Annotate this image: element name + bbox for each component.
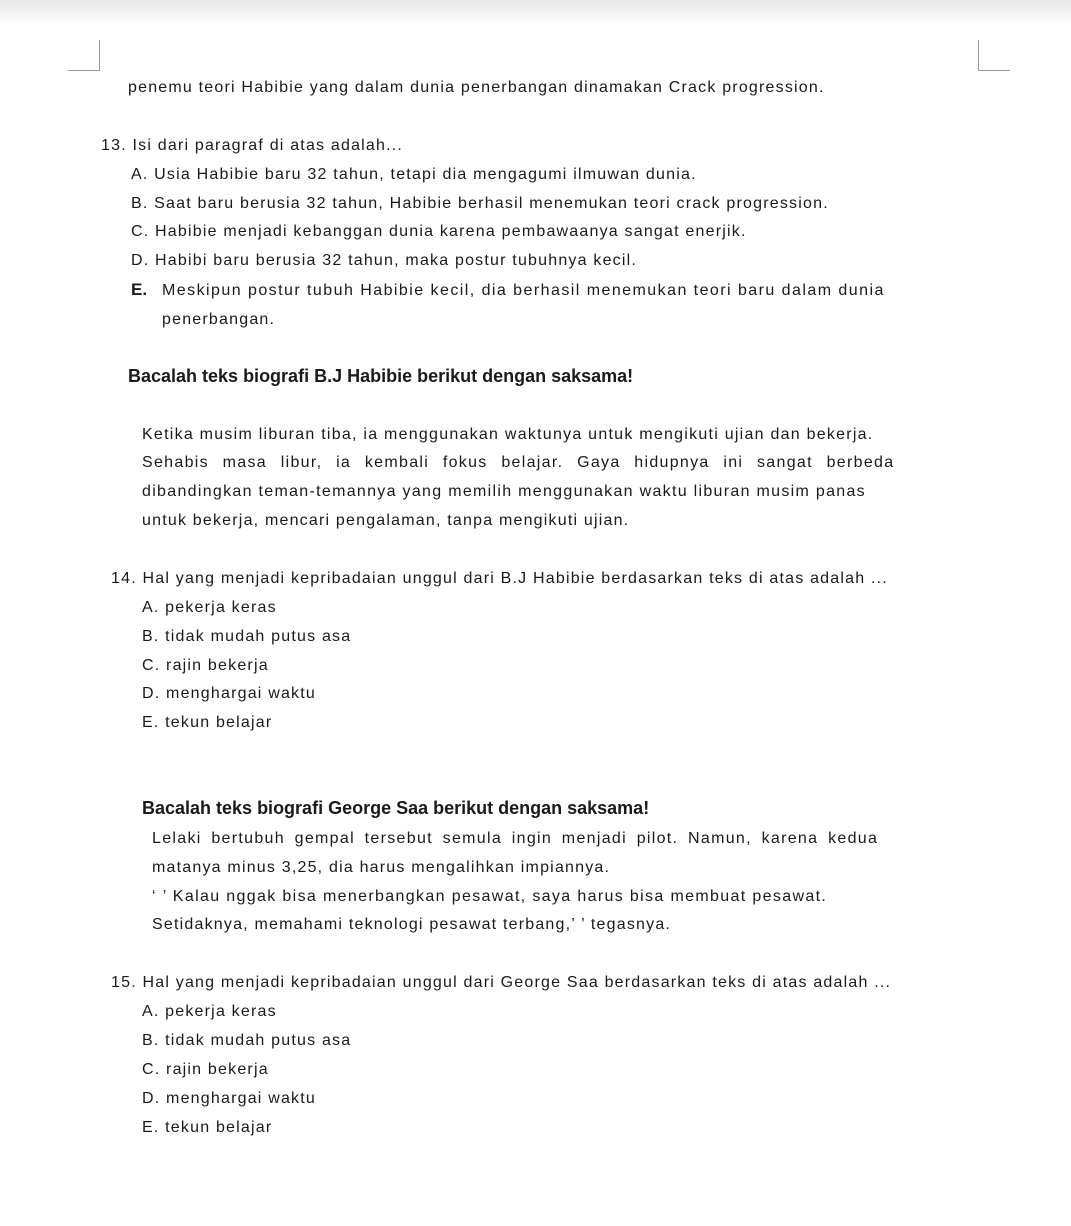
q15-option-d: D. menghargai waktu <box>142 1090 316 1107</box>
q13-option-b: B. Saat baru berusia 32 tahun, Habibie berhasil menemukan teori crack progression. <box>131 195 829 212</box>
passage2-line2: matanya minus 3,25, dia harus mengalihkan impiannya. <box>152 859 611 876</box>
passage2-line1: Lelaki bertubuh gempal tersebut semula ingin menjadi pilot. Namun, karena kedua <box>152 830 879 847</box>
window-top-shadow <box>0 0 1071 26</box>
passage1-line2: Sehabis masa libur, ia kembali fokus belajar. Gaya hidupnya ini sangat berbeda <box>142 454 895 471</box>
q14-option-d: D. menghargai waktu <box>142 685 316 702</box>
q15-option-c: C. rajin bekerja <box>142 1061 269 1078</box>
q15-option-b: B. tidak mudah putus asa <box>142 1032 352 1049</box>
passage1-line4: untuk bekerja, mencari pengalaman, tanpa mengikuti ujian. <box>142 512 630 529</box>
question-13: 13. Isi dari paragraf di atas adalah... <box>101 137 404 154</box>
heading-george-saa: Bacalah teks biografi George Saa berikut dengan saksama! <box>142 798 650 818</box>
page-corner-mark-right <box>978 40 1010 71</box>
q13-option-a: A. Usia Habibie baru 32 tahun, tetapi dia mengagumi ilmuwan dunia. <box>131 166 697 183</box>
continuation-text: penemu teori Habibie yang dalam dunia penerbangan dinamakan Crack progression. <box>128 79 825 96</box>
q15-option-a: A. pekerja keras <box>142 1003 277 1020</box>
question-15: 15. Hal yang menjadi kepribadaian unggul dari George Saa berdasarkan teks di atas adalah ... <box>111 974 892 991</box>
q13-option-e-letter: E. <box>131 280 148 299</box>
q14-option-b: B. tidak mudah putus asa <box>142 628 352 645</box>
q13-option-e-line1: Meskipun postur tubuh Habibie kecil, dia berhasil menemukan teori baru dalam dunia <box>162 282 885 299</box>
q14-option-a: A. pekerja keras <box>142 599 277 616</box>
q13-option-c: C. Habibie menjadi kebanggan dunia karena pembawaanya sangat enerjik. <box>131 223 747 240</box>
passage1-line3: dibandingkan teman-temannya yang memilih menggunakan waktu liburan musim panas <box>142 483 866 500</box>
q13-option-d: D. Habibi baru berusia 32 tahun, maka postur tubuhnya kecil. <box>131 252 638 269</box>
q14-option-e: E. tekun belajar <box>142 714 273 731</box>
page-corner-mark-left <box>68 40 100 71</box>
passage2-line3: ‘ ’ Kalau nggak bisa menerbangkan pesawat, saya harus bisa membuat pesawat. <box>152 888 828 905</box>
q13-option-e-line2: penerbangan. <box>162 311 276 328</box>
q15-option-e: E. tekun belajar <box>142 1119 273 1136</box>
passage1-line1: Ketika musim liburan tiba, ia menggunakan waktunya untuk mengikuti ujian dan bekerja. <box>142 426 874 443</box>
q14-option-c: C. rajin bekerja <box>142 657 269 674</box>
heading-habibie: Bacalah teks biografi B.J Habibie berikut dengan saksama! <box>128 366 634 386</box>
question-14: 14. Hal yang menjadi kepribadaian unggul dari B.J Habibie berdasarkan teks di atas adalah ... <box>111 570 888 587</box>
passage2-line4: Setidaknya, memahami teknologi pesawat terbang,’ ’ tegasnya. <box>152 916 672 933</box>
